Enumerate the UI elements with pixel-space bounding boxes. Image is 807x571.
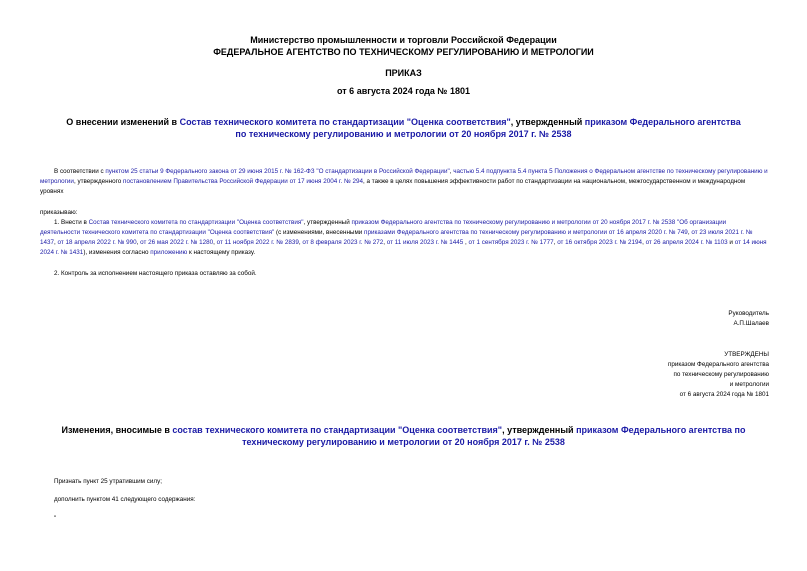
link-order-1280[interactable]: от 26 мая 2022 г. № 1280 xyxy=(140,239,214,246)
link-order-2538[interactable]: приказом Федерального агентства по техническому регулированию и метрологии от 20 ноября 2017 г. № 2538 "Об организации деятельности технического комитета по стандартизации "Оценка соответствия" xyxy=(40,219,727,236)
title-text: , утвержденный xyxy=(502,425,577,435)
text: , xyxy=(54,239,58,246)
title-link-order[interactable]: приказом Федерального агентства по техническому регулированию и метрологии от 20 ноября 2017 г. № 2538 xyxy=(235,117,741,139)
text: В соответствии с xyxy=(54,168,106,175)
link-order-990[interactable]: от 18 апреля 2022 г. № 990 xyxy=(57,239,137,246)
title-text: О внесении изменений в xyxy=(66,117,180,127)
approval-line: по техническому регулированию xyxy=(673,371,769,378)
paragraph-item-1 xyxy=(40,218,768,258)
link-order-1445[interactable]: от 11 июля 2023 г. № 1445 xyxy=(386,239,464,246)
link-federal-law[interactable]: пунктом 25 статьи 9 Федерального закона от 29 июня 2015 г. № 162-ФЗ "О стандартизации в Российской Федерации" xyxy=(105,168,450,175)
text: , xyxy=(298,239,303,246)
signer-position: Руководитель xyxy=(728,310,769,317)
approval-line: УТВЕРЖДЕНЫ xyxy=(724,351,769,358)
title-text: , утвержденный xyxy=(510,117,585,127)
paragraph-basis xyxy=(40,167,768,197)
text: , а также в целях повышения эффективности работ по стандартизации на национальном, межгосударственном и международном уровнях xyxy=(40,178,746,195)
change-item-2: дополнить пунктом 41 следующего содержания: xyxy=(54,496,196,503)
text: , утвержденного xyxy=(73,178,124,185)
text: , xyxy=(642,239,646,246)
title-link-composition[interactable]: Состав технического комитета по стандартизации "Оценка соответствия" xyxy=(179,117,511,127)
doc-type: ПРИКАЗ xyxy=(385,68,422,78)
changes-title xyxy=(55,424,752,448)
text: , xyxy=(553,239,558,246)
text: к настоящему приказу. xyxy=(187,249,256,256)
approval-block xyxy=(668,350,769,400)
text: , xyxy=(383,239,387,246)
paragraph-item-2: 2. Контроль за исполнением настоящего приказа оставляю за собой. xyxy=(54,270,257,277)
changes-title-link-order[interactable]: приказом Федерального агентства по техническому регулированию и метрологии от 20 ноября 2017 г. № 2538 xyxy=(242,425,746,447)
text: и xyxy=(727,239,735,246)
ministry-name: Министерство промышленности и торговли Российской Федерации xyxy=(250,35,557,45)
link-order-1437[interactable]: от 23 июля 2021 г. № 1437 xyxy=(40,229,753,246)
link-order-2839[interactable]: от 11 ноября 2022 г. № 2839 xyxy=(216,239,299,246)
approval-line: от 6 августа 2024 года № 1801 xyxy=(679,391,769,398)
signer-name: А.П.Шалаев xyxy=(733,320,769,327)
text: , утвержденный xyxy=(303,219,352,226)
link-order-1103[interactable]: от 26 апреля 2024 г. № 1103 xyxy=(645,239,728,246)
link-composition[interactable]: Состав технического комитета по стандартизации "Оценка соответствия" xyxy=(88,219,304,226)
approval-line: и метрологии xyxy=(729,381,769,388)
text: , xyxy=(136,239,141,246)
text: 1. Внести в xyxy=(54,219,89,226)
changes-title-link-composition[interactable]: состав технического комитета по стандартизации "Оценка соответствия" xyxy=(172,425,503,435)
change-item-1: Признать пункт 25 утратившим силу; xyxy=(54,478,162,485)
link-order-749[interactable]: приказами Федерального агентства по техническому регулированию и метрологии от 16 апреля 2020 г. № 749 xyxy=(364,229,688,236)
doc-date-number: от 6 августа 2024 года № 1801 xyxy=(337,86,470,96)
link-order-1431[interactable]: от 14 июня 2024 г. № 1431 xyxy=(40,239,767,256)
link-government-decree[interactable]: постановлением Правительства Российской Федерации от 17 июня 2004 г. № 294 xyxy=(123,178,363,185)
text: ), изменения согласно xyxy=(83,249,151,256)
agency-name: ФЕДЕРАЛЬНОЕ АГЕНТСТВО ПО ТЕХНИЧЕСКОМУ РЕГУЛИРОВАНИЮ И МЕТРОЛОГИИ xyxy=(213,47,594,57)
text: , xyxy=(213,239,217,246)
link-order-1777[interactable]: от 1 сентября 2023 г. № 1777 xyxy=(468,239,554,246)
link-order-2194[interactable]: от 16 октября 2023 г. № 2194 xyxy=(557,239,643,246)
doc-title xyxy=(60,116,747,140)
link-appendix[interactable]: приложению xyxy=(150,249,188,256)
title-text: Изменения, вносимые в xyxy=(61,425,173,435)
text: (с изменениями, внесенными xyxy=(274,229,365,236)
link-regulation[interactable]: частью 5.4 подпункта 5.4 пункта 5 Положения о Федеральном агентстве по техническому регулированию и метрологии xyxy=(40,168,768,185)
text: , xyxy=(449,168,454,175)
text: , xyxy=(463,239,469,246)
paragraph-order-word: приказываю: xyxy=(40,209,78,216)
text: , xyxy=(687,229,692,236)
change-item-3: " xyxy=(54,515,57,522)
link-order-272[interactable]: от 8 февраля 2023 г. № 272 xyxy=(302,239,384,246)
approval-line: приказом Федерального агентства xyxy=(667,361,769,368)
